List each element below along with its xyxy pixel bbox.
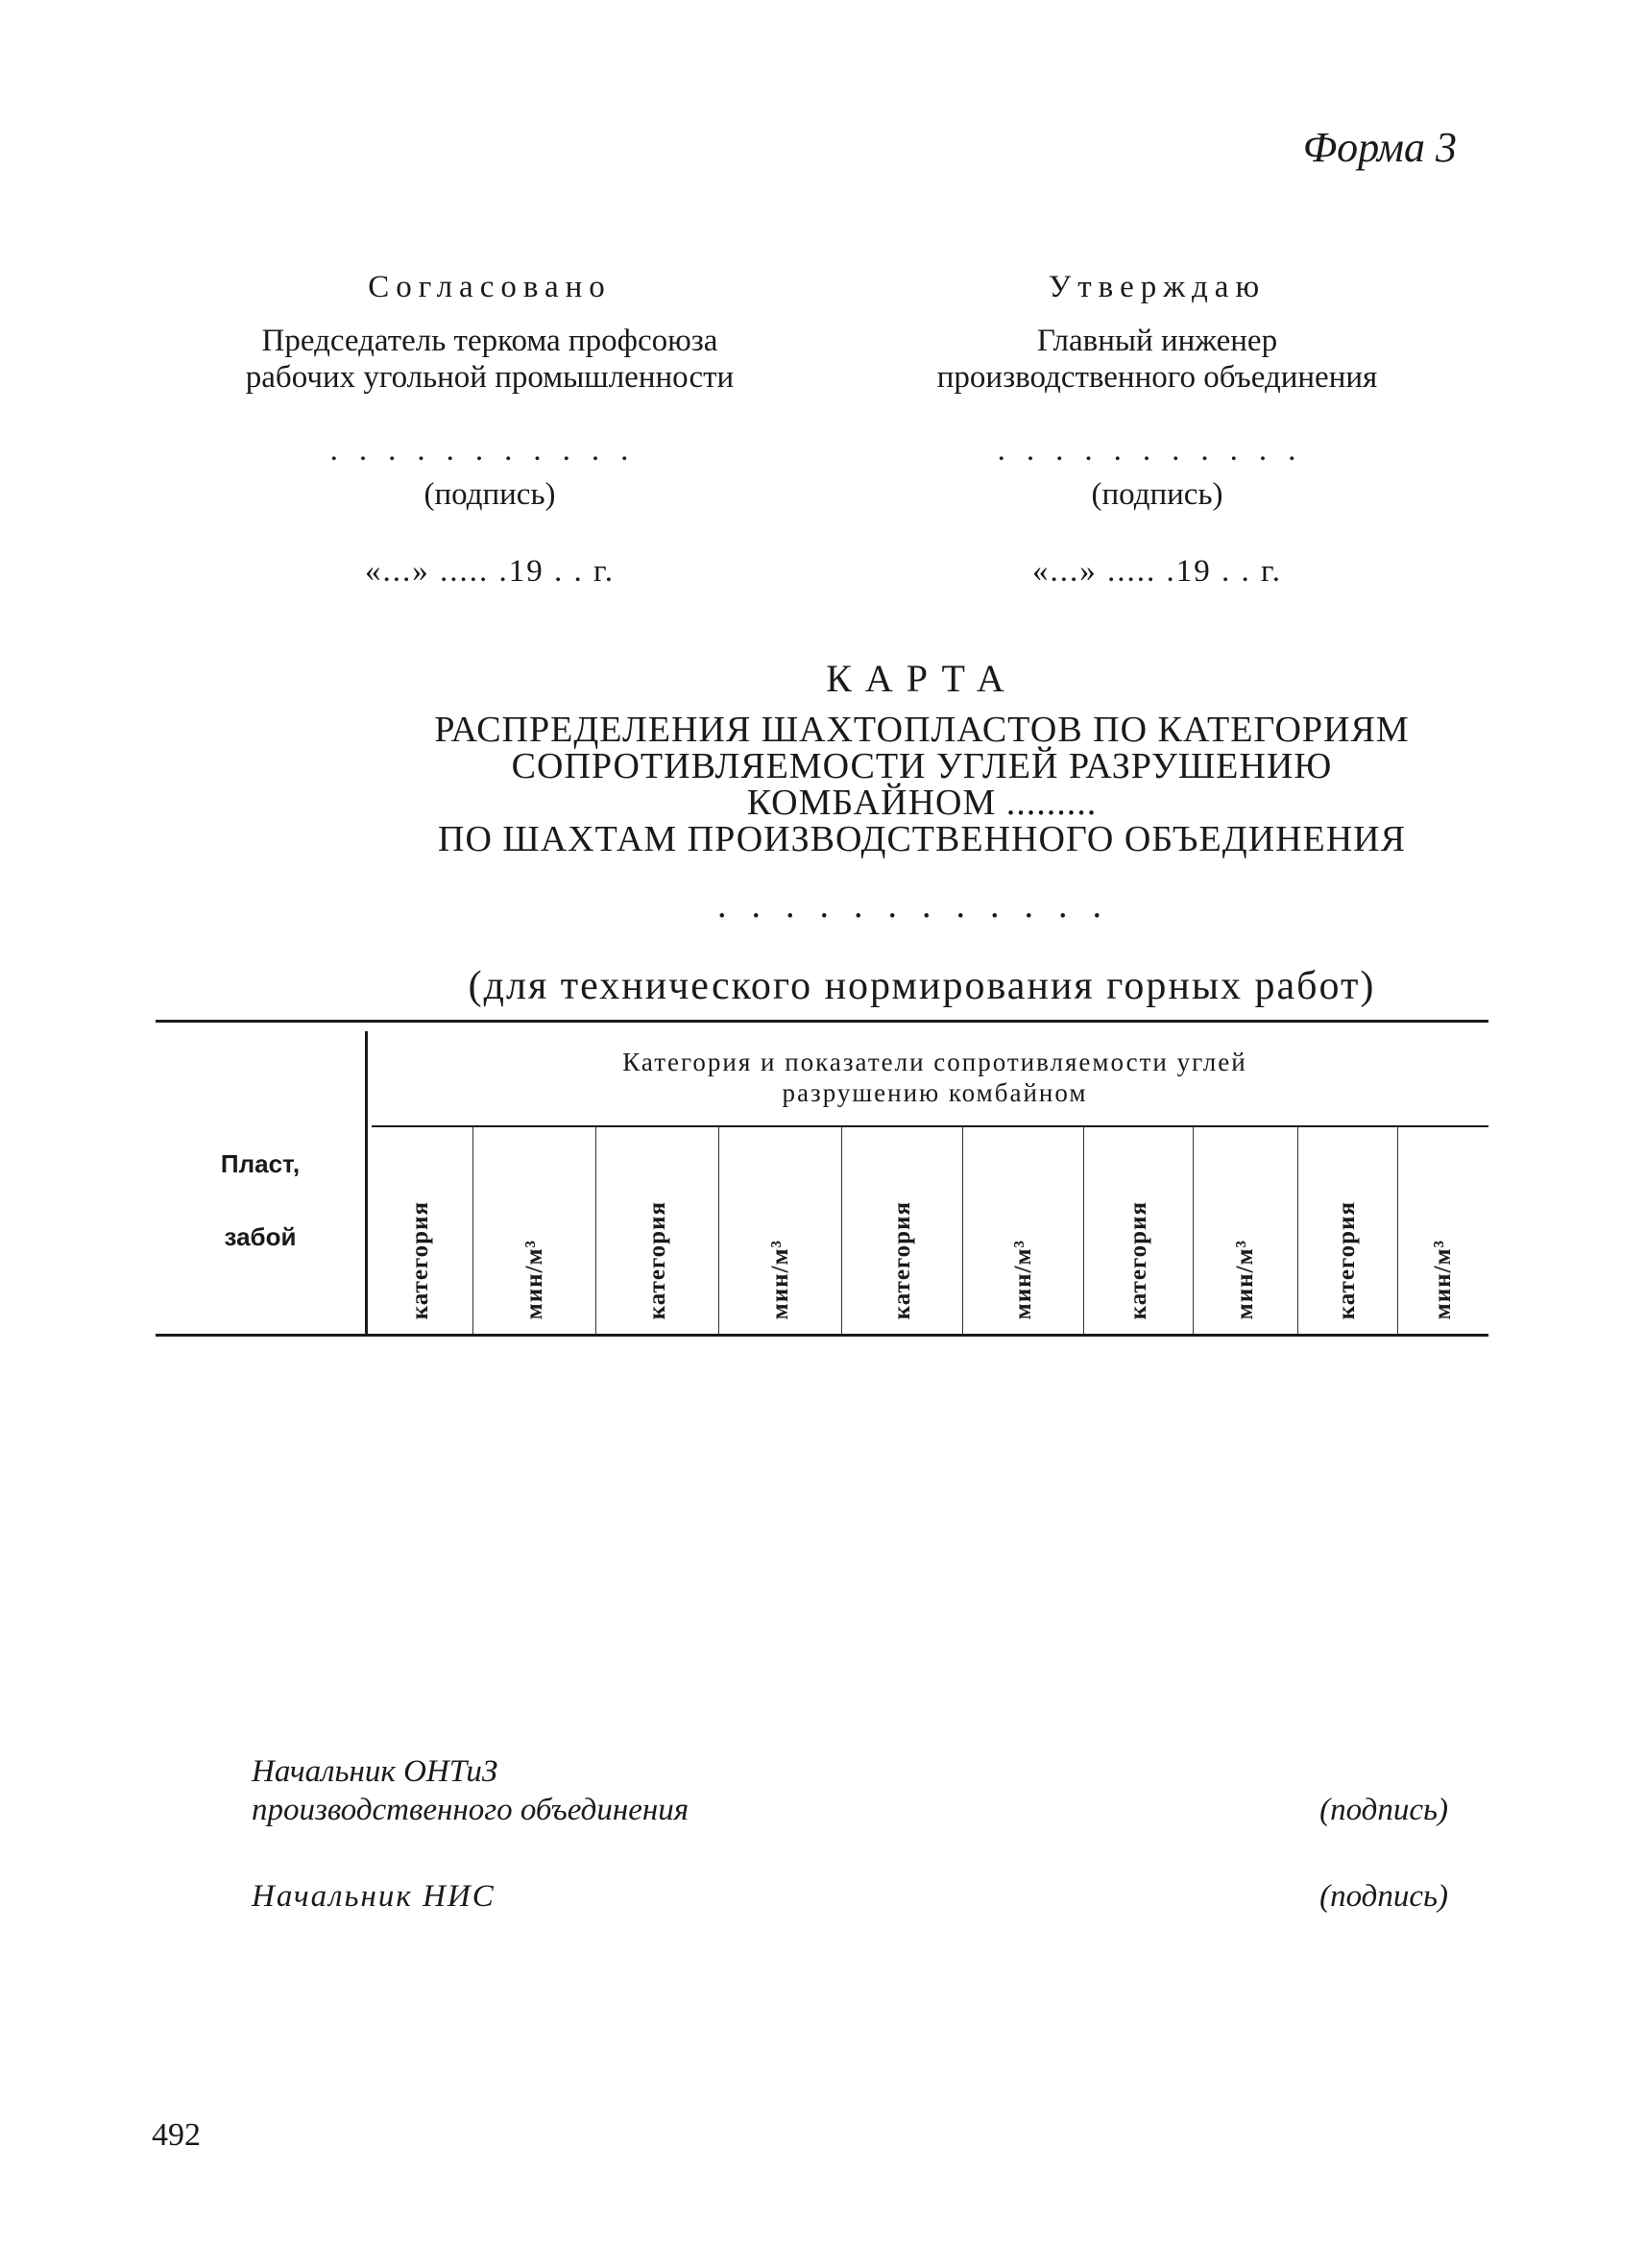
date-line: «...» ..... .19 . . г. [364,554,616,589]
signatory-ontiz [252,1752,689,1829]
signatory-ontiz-signature: (подпись) [1319,1793,1448,1827]
group-header-line-2: разрушению комбайном [782,1078,1088,1107]
approver-organization: производственного объединения [936,360,1378,395]
column-header: мин/м³ [1009,1239,1036,1319]
approval-block-approved [879,269,1436,590]
approval-heading: Согласовано [368,270,612,304]
column-category-3 [841,1127,962,1337]
column-header: категория [643,1200,670,1319]
signatory-ontiz-organization: производственного объединения [252,1793,689,1827]
table-group-header [381,1047,1488,1108]
category-table [156,1020,1488,1337]
table-columns [368,1127,1488,1337]
signature-caption: (подпись) [423,477,556,512]
row-header-line-1: Пласт, [220,1149,301,1178]
column-category-5 [1297,1127,1397,1337]
column-min-per-m3-1 [472,1127,595,1337]
approver-position: Главный инженер [1036,324,1278,358]
form-label: Форма 3 [1302,124,1457,171]
column-header: мин/м³ [1429,1239,1456,1319]
approval-block-agreed [202,269,778,590]
title-karta: КАРТА [826,657,1018,700]
approval-heading: Утверждаю [1048,270,1267,304]
title-line-3: КОМБАЙНОМ ......... [746,783,1098,823]
title-line-2: СОПРОТИВЛЯЕМОСТИ УГЛЕЙ РАЗРУШЕНИЮ [511,746,1333,786]
signature-dots: ........... [329,433,650,468]
page-number: 492 [152,2117,201,2153]
column-header: мин/м³ [766,1239,793,1319]
signatory-nis-title: Начальник НИС [252,1879,496,1914]
signature-caption: (подпись) [1091,477,1223,512]
approver-organization: рабочих угольной промышленности [245,360,735,395]
signatory-ontiz-title: Начальник ОНТиЗ [252,1754,498,1789]
column-category-2 [595,1127,718,1337]
document-title [221,656,1623,1009]
title-line-1: РАСПРЕДЕЛЕНИЯ ШАХТОПЛАСТОВ ПО КАТЕГОРИЯМ [434,710,1410,750]
group-header-line-1: Категория и показатели сопротивляемости углей [622,1048,1247,1076]
column-header: категория [1125,1200,1151,1319]
column-min-per-m3-4 [1193,1127,1296,1337]
row-header [156,1127,365,1273]
table-top-rule [156,1020,1488,1023]
column-min-per-m3-2 [718,1127,841,1337]
column-header: категория [406,1200,433,1319]
title-dots: ............ [717,885,1126,926]
table-bottom-rule [156,1334,1488,1337]
column-min-per-m3-5 [1397,1127,1488,1337]
date-line: «...» ..... .19 . . г. [1031,554,1283,589]
column-header: мин/м³ [1231,1239,1258,1319]
signature-dots: ........... [997,433,1318,468]
title-line-4: ПО ШАХТАМ ПРОИЗВОДСТВЕННОГО ОБЪЕДИНЕНИЯ [438,819,1406,859]
title-subtitle: (для технического нормирования горных работ) [468,964,1376,1008]
row-header-line-2: забой [224,1222,297,1251]
column-header: категория [888,1200,915,1319]
column-header: мин/м³ [520,1239,547,1319]
column-header: категория [1334,1200,1361,1319]
signatory-nis-signature: (подпись) [1319,1879,1448,1914]
approver-position: Председатель теркома профсоюза [261,324,718,358]
column-category-4 [1083,1127,1193,1337]
column-category-1 [368,1127,472,1337]
column-min-per-m3-3 [962,1127,1083,1337]
